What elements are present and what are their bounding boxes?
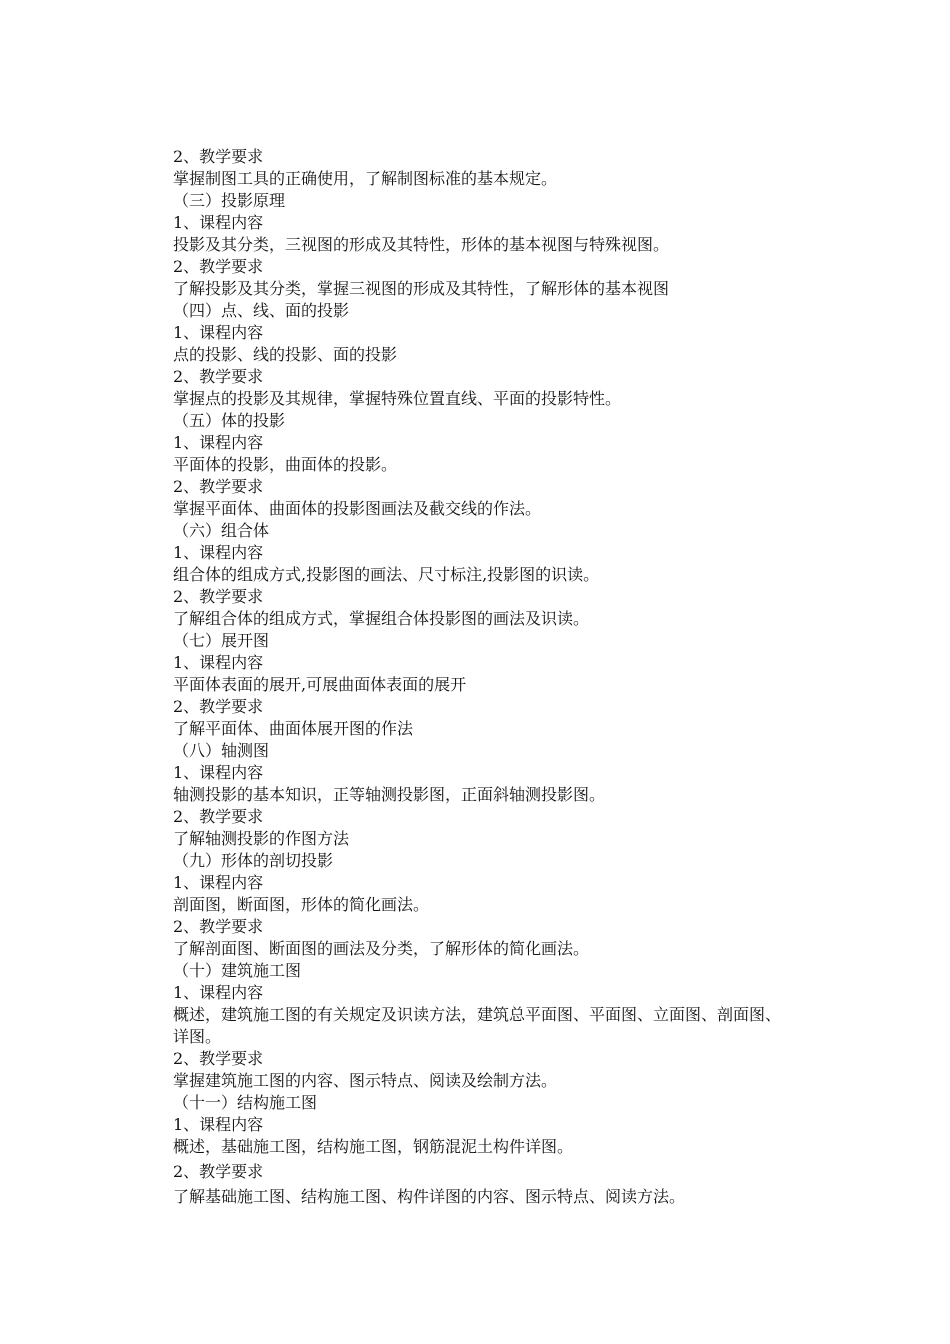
text-line: 2、教学要求 <box>173 257 264 276</box>
text-line: 1、课程内容 <box>173 213 264 232</box>
text-line: 1、课程内容 <box>173 1115 264 1134</box>
text-line: 1、课程内容 <box>173 763 264 782</box>
text-paragraph: 概述，建筑施工图的有关规定及识读方法，建筑总平面图、平面图、立面图、剖面图、详图。 <box>173 1005 782 1046</box>
text-line: 2、教学要求 <box>173 1049 264 1068</box>
text-line: 平面体的投影，曲面体的投影。 <box>173 455 398 474</box>
section-heading: （四）点、线、面的投影 <box>173 301 350 320</box>
text-line: 2、教学要求 <box>173 367 264 386</box>
text-line: 掌握制图工具的正确使用，了解制图标准的基本规定。 <box>173 169 558 188</box>
text-line: 了解基础施工图、结构施工图、构件详图的内容、图示特点、阅读方法。 <box>173 1187 686 1206</box>
section-heading: （五）体的投影 <box>173 411 286 430</box>
text-line: 2、教学要求 <box>173 697 264 716</box>
text-line: 投影及其分类，三视图的形成及其特性，形体的基本视图与特殊视图。 <box>173 235 670 254</box>
text-line: 了解组合体的组成方式，掌握组合体投影图的画法及识读。 <box>173 609 590 628</box>
text-line: 平面体表面的展开,可展曲面体表面的展开 <box>173 675 467 694</box>
text-line: 轴测投影的基本知识，正等轴测投影图，正面斜轴测投影图。 <box>173 785 606 804</box>
text-line: 2、教学要求 <box>173 587 264 606</box>
section-heading: （七）展开图 <box>173 631 270 650</box>
text-line: 2、教学要求 <box>173 1162 264 1181</box>
document-body <box>173 146 793 1208</box>
text-line: 2、教学要求 <box>173 807 264 826</box>
text-line: 1、课程内容 <box>173 983 264 1002</box>
text-line: 2、教学要求 <box>173 147 264 166</box>
text-line: 1、课程内容 <box>173 433 264 452</box>
section-heading: （八）轴测图 <box>173 741 270 760</box>
text-line: 2、教学要求 <box>173 477 264 496</box>
text-line: 2、教学要求 <box>173 917 264 936</box>
text-line: 了解轴测投影的作图方法 <box>173 829 350 848</box>
text-line: 组合体的组成方式,投影图的画法、尺寸标注,投影图的识读。 <box>173 565 600 584</box>
text-line: 点的投影、线的投影、面的投影 <box>173 345 398 364</box>
section-heading: （十一）结构施工图 <box>173 1093 318 1112</box>
text-line: 1、课程内容 <box>173 543 264 562</box>
section-heading: （三）投影原理 <box>173 191 286 210</box>
text-line: 掌握点的投影及其规律，掌握特殊位置直线、平面的投影特性。 <box>173 389 622 408</box>
text-line: 了解投影及其分类，掌握三视图的形成及其特性，了解形体的基本视图 <box>173 279 670 298</box>
section-heading: （六）组合体 <box>173 521 270 540</box>
section-heading: （十）建筑施工图 <box>173 961 302 980</box>
text-line: 1、课程内容 <box>173 323 264 342</box>
text-line: 了解剖面图、断面图的画法及分类，了解形体的简化画法。 <box>173 939 590 958</box>
text-line: 了解平面体、曲面体展开图的作法 <box>173 719 414 738</box>
text-line: 剖面图，断面图，形体的简化画法。 <box>173 895 430 914</box>
text-line: 概述，基础施工图，结构施工图，钢筋混泥土构件详图。 <box>173 1137 574 1156</box>
text-line: 1、课程内容 <box>173 873 264 892</box>
text-line: 掌握平面体、曲面体的投影图画法及截交线的作法。 <box>173 499 542 518</box>
text-line: 掌握建筑施工图的内容、图示特点、阅读及绘制方法。 <box>173 1071 558 1090</box>
section-heading: （九）形体的剖切投影 <box>173 851 334 870</box>
text-line: 1、课程内容 <box>173 653 264 672</box>
